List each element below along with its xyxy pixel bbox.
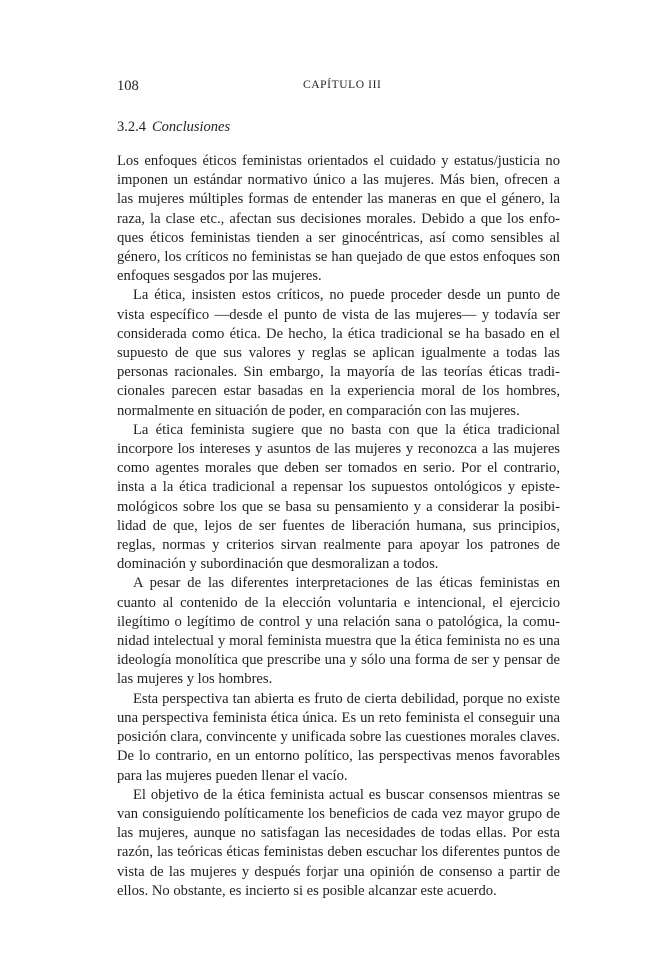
paragraph: A pesar de las diferentes interpretaciones de las éticas feministas en cuanto al contenido de la elección voluntaria e intencional, el ejercicio ilegítimo o legítimo de control y una relación sana o patológica, la comunidad intelectual y moral feminista muestra que la ética feminista no es una ideología monolítica que prescribe una y sólo una forma de ser y pensar de las mujeres y los hombres.	[117, 575, 560, 688]
section-heading	[117, 119, 560, 136]
paragraph: La ética feminista sugiere que no basta con que la ética tradicional incorpore los intereses y asuntos de las mujeres y reconozca a las mujeres como agentes morales que deben ser tomados en serio. Por el contrario, insta a la ética tradicional a repensar los supuestos ontológicos y epistemológicos sobre los que se basa su pensamiento y a considerar la posibilidad de que, lejos de ser fuentes de liberación humana, sus principios, reglas, normas y criterios sirvan realmente para apoyar los patrones de dominación y subordinación que desmoralizan a todos.	[117, 421, 560, 573]
paragraph: Los enfoques éticos feministas orientados el cuidado y estatus/justicia no imponen un estándar normativo único a las mujeres. Más bien, ofrecen a las mujeres múltiples formas de entender las maneras en que el género, la raza, la clase etc., afectan sus decisiones morales. Debido a que los enfoques éticos feministas tienden a ser ginocéntricas, así como sensibles al género, los críticos no feministas se han quejado de que estos enfoques son enfoques sesgados por las mujeres.	[117, 153, 560, 285]
body-text	[117, 152, 560, 901]
running-head	[117, 78, 560, 98]
paragraph: Esta perspectiva tan abierta es fruto de cierta debilidad, porque no existe una perspectiva feminista ética única. Es un reto feminista el conseguir una posición clara, convincente y unificada sobre las cuestiones morales claves. De lo contrario, en un entorno político, las perspectivas menos favorables para las mujeres pueden llenar el vacío.	[117, 690, 560, 784]
chapter-title: CAPÍTULO III	[303, 79, 382, 91]
paragraph: La ética, insisten estos críticos, no puede proceder desde un punto de vista específico —desde el punto de vista de las mujeres— y todavía ser considerada como ética. De hecho, la ética tradicional se ha basado en el supuesto de que sus valores y reglas se aplican igualmente a todas las personas racionales. Sin embargo, la mayoría de las teorías éticas tradicionales parecen estar basadas en la experiencia moral de los hombres, normalmente en situación de poder, en comparación con las mujeres.	[117, 287, 560, 419]
page-number: 108	[117, 78, 139, 94]
section-title: Conclusiones	[152, 119, 231, 135]
book-page	[117, 78, 560, 901]
section-number: 3.2.4	[117, 119, 146, 135]
paragraph: El objetivo de la ética feminista actual es buscar consensos mientras se van consiguiendo políticamente los beneficios de cada vez mayor grupo de las mujeres, aunque no satisfagan las necesidades de todas ellas. Por esta razón, las teóricas éticas feministas deben escuchar los diferentes puntos de vista de las mujeres y después forjar una opinión de consenso a partir de ellos. No obstante, es incierto si es posible alcanzar este acuerdo.	[117, 786, 560, 899]
